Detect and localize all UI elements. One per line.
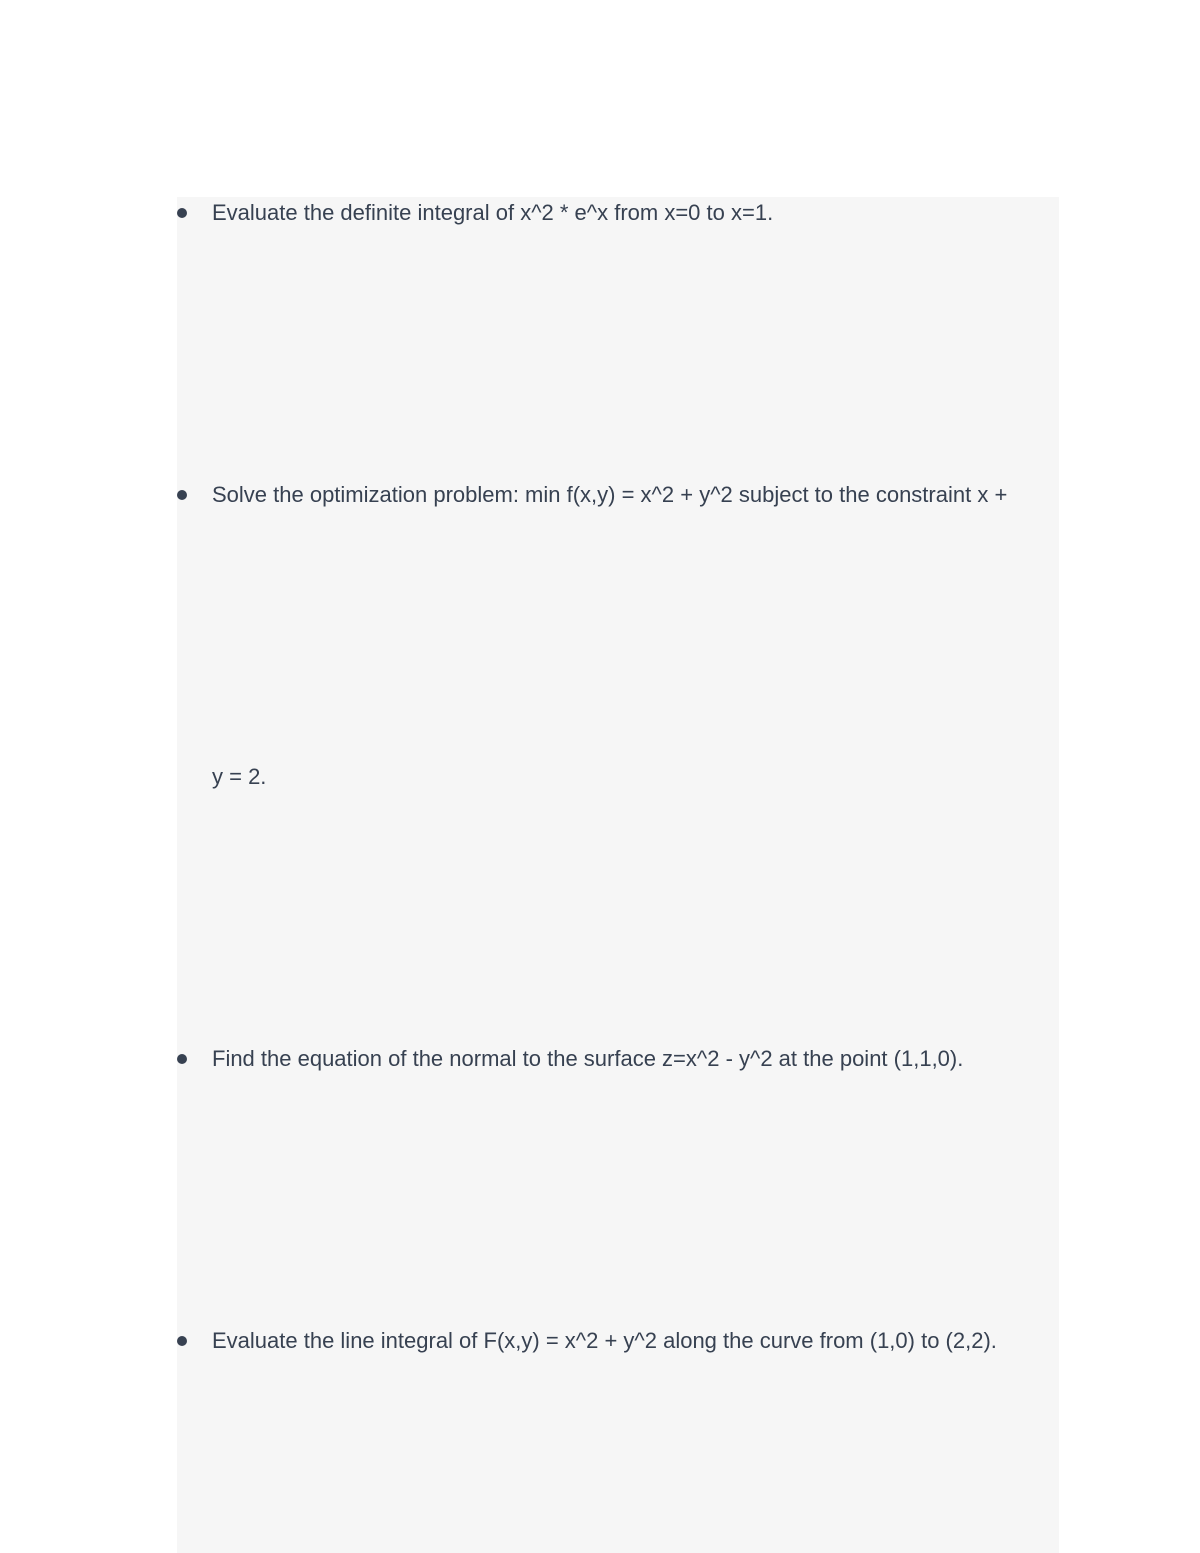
- question-text: Evaluate the line integral of F(x,y) = x^2 + y^2 along the curve from (1,0) to (2,2).: [212, 1328, 997, 1353]
- bullet-icon: [177, 490, 187, 500]
- bullet-icon: [177, 1336, 187, 1346]
- question-text-continuation: y = 2.: [212, 764, 267, 789]
- document-page: [177, 197, 1059, 1553]
- question-text: Find the equation of the normal to the surface z=x^2 - y^2 at the point (1,1,0).: [212, 1046, 964, 1071]
- question-text: Solve the optimization problem: min f(x,y) = x^2 + y^2 subject to the constraint x +: [212, 482, 1008, 507]
- bullet-icon: [177, 208, 187, 218]
- bullet-icon: [177, 1054, 187, 1064]
- question-text: Evaluate the definite integral of x^2 * e^x from x=0 to x=1.: [212, 200, 774, 225]
